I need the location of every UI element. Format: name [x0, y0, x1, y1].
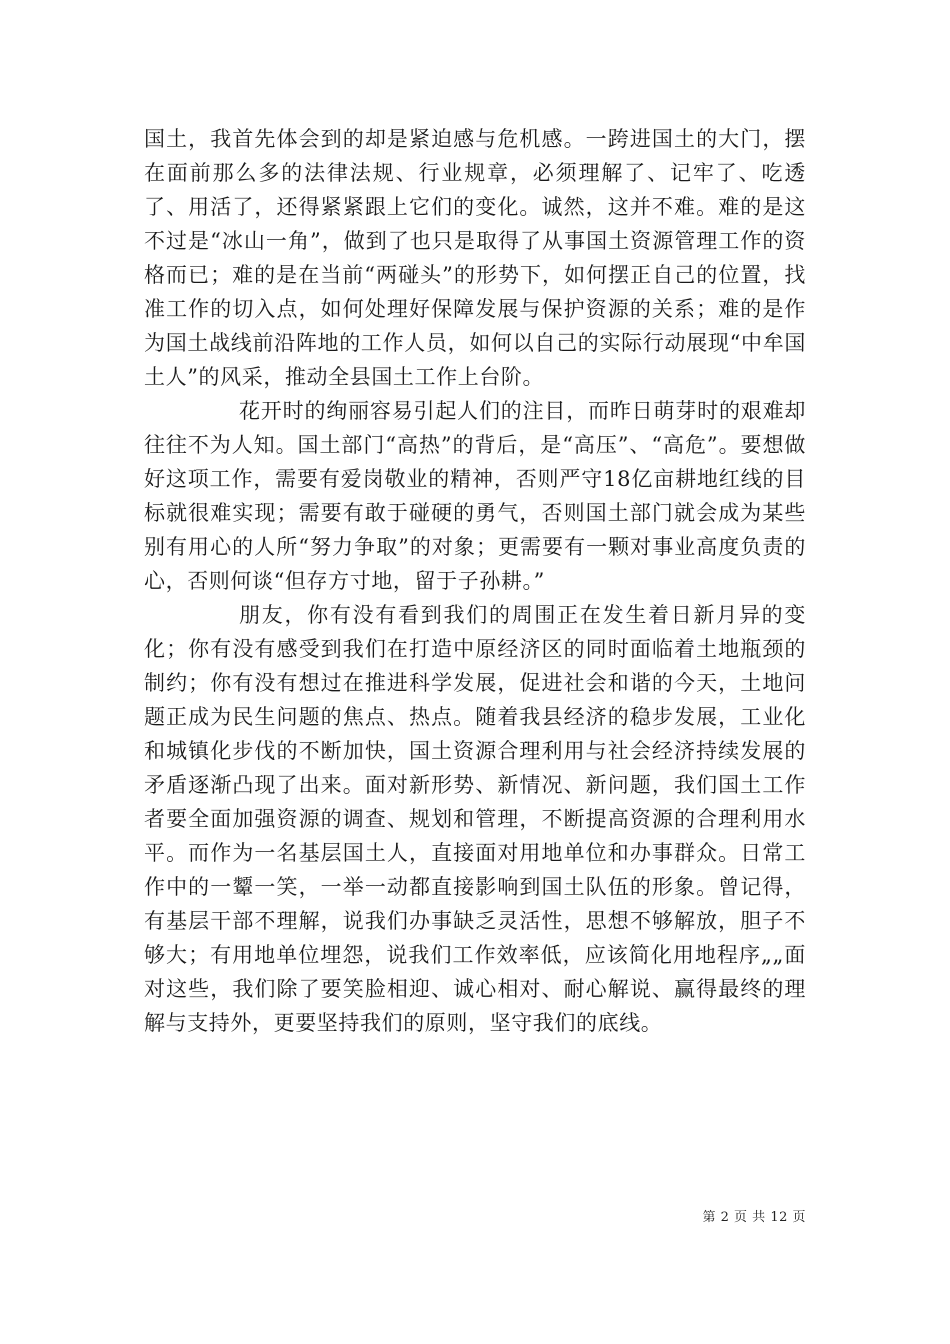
document-body	[144, 122, 806, 1040]
paragraph-2: 花开时的绚丽容易引起人们的注目，而昨日萌芽时的艰难却往往不为人知。国土部门“高热”的背后，是“高压”、“高危”。要想做好这项工作，需要有爱岗敬业的精神，否则严守18亿亩耕地红线的目标就很难实现；需要有敢于碰硬的勇气，否则国土部门就会成为某些别有用心的人所“努力争取”的对象；更需要有一颗对事业高度负责的心，否则何谈“但存方寸地，留于子孙耕。”	[144, 399, 806, 593]
paragraph-1: 国土，我首先体会到的却是紧迫感与危机感。一跨进国土的大门，摆在面前那么多的法律法规、行业规章，必须理解了、记牢了、吃透了、用活了，还得紧紧跟上它们的变化。诚然，这并不难。难的是这不过是“冰山一角”，做到了也只是取得了从事国土资源管理工作的资格而已；难的是在当前“两碰头”的形势下，如何摆正自己的位置，找准工作的切入点，如何处理好保障发展与保护资源的关系；难的是作为国土战线前沿阵地的工作人员，如何以自己的实际行动展现“中牟国土人”的风采，推动全县国土工作上台阶。	[144, 127, 806, 389]
paragraph-3: 朋友，你有没有看到我们的周围正在发生着日新月异的变化；你有没有感受到我们在打造中原经济区的同时面临着土地瓶颈的制约；你有没有想过在推进科学发展，促进社会和谐的今天，土地问题正成为民生问题的焦点、热点。随着我县经济的稳步发展，工业化和城镇化步伐的不断加快，国土资源合理利用与社会经济持续发展的矛盾逐渐凸现了出来。面对新形势、新情况、新问题，我们国土工作者要全面加强资源的调查、规划和管理，不断提高资源的合理利用水平。而作为一名基层国土人，直接面对用地单位和办事群众。日常工作中的一颦一笑，一举一动都直接影响到国土队伍的形象。曾记得，有基层干部不理解，说我们办事缺乏灵活性，思想不够解放，胆子不够大；有用地单位埋怨，说我们工作效率低，应该简化用地程序„„面对这些，我们除了要笑脸相迎、诚心相对、耐心解说、赢得最终的理解与支持外，更要坚持我们的原则，坚守我们的底线。	[144, 603, 806, 1035]
page-number: 第 2 页 共 12 页	[702, 1210, 806, 1225]
